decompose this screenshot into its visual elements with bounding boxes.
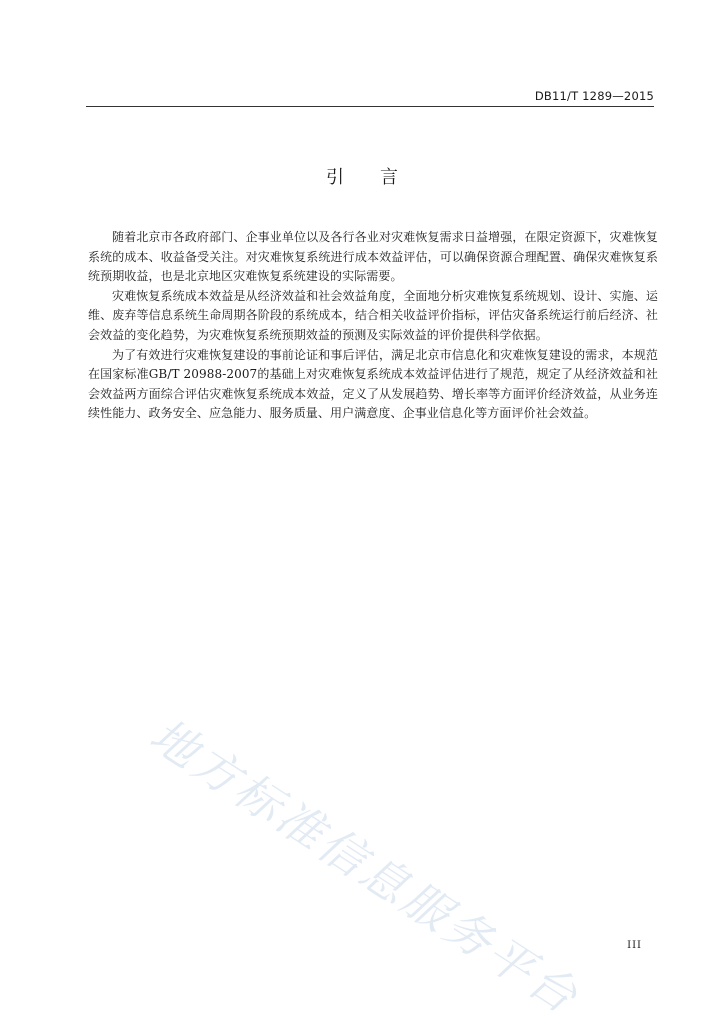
paragraph-1: 随着北京市各政府部门、企事业单位以及各行各业对灾难恢复需求日益增强，在限定资源下，灾难恢复系统的成本、收益备受关注。对灾难恢复系统进行成本效益评估，可以确保资源合理配置、确保灾难恢复系统预期收益，也是北京地区灾难恢复系统建设的实际需要。 [88,230,658,284]
page-number: III [627,940,642,951]
document-code: DB11/T 1289—2015 [534,89,654,103]
section-title: 引言 [326,167,434,188]
paragraph-2: 灾难恢复系统成本效益是从经济效益和社会效益角度，全面地分析灾难恢复系统规划、设计、实施、运维、废弃等信息系统生命周期各阶段的系统成本，结合相关收益评价指标，评估灾备系统运行前后经济、社会效益的变化趋势，为灾难恢复系统预期效益的预测及实际效益的评价提供科学依据。 [88,288,658,342]
watermark: 地方标准信息服务平台 [140,707,590,1026]
paragraph-3: 为了有效进行灾难恢复建设的事前论证和事后评估，满足北京市信息化和灾难恢复建设的需求，本规范在国家标准GB/T 20988-2007的基础上对灾难恢复系统成本效益评估进行了规范，规定了从经济效益和社会效益两方面综合评估灾难恢复系统成本效益，定义了从发展趋势、增长率等方面评价经济效益，从业务连续性能力、政务安全、应急能力、服务质量、用户满意度、企事业信息化等方面评价社会效益。 [88,347,658,421]
body-text [88,228,658,424]
header-rule [86,106,654,107]
